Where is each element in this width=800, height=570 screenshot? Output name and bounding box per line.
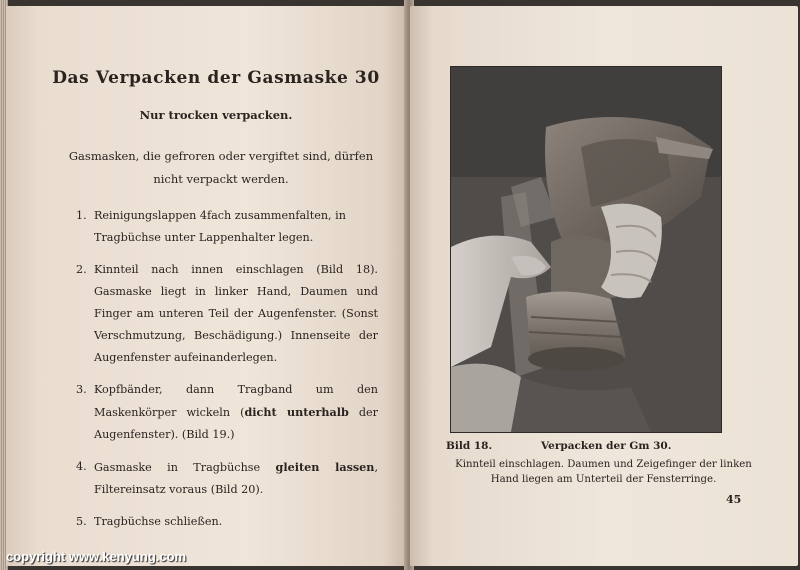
step-text: Kinnteil nach innen einschlagen (Bild 18). Gasmaske liegt in linker Hand, Daumen und Finger am unteren Teil der Augenfenster. (Sonst Verschmutzung, Beschädigung.) Innenseite der Augenfenster aufeinanderlegen. bbox=[94, 263, 378, 364]
figure-label: Bild 18. bbox=[446, 440, 493, 452]
step-number: 5. bbox=[76, 515, 87, 528]
list-item bbox=[76, 511, 378, 533]
step-number: 3. bbox=[76, 383, 87, 396]
intro-paragraph: Gasmasken, die gefroren oder vergiftet sind, dürfen nicht verpackt werden. bbox=[68, 149, 374, 186]
step-number: 1. bbox=[76, 209, 87, 222]
list-item bbox=[76, 456, 378, 501]
copyright-watermark: copyright www.kenyung.com bbox=[6, 549, 187, 564]
list-item bbox=[76, 205, 378, 249]
instruction-list bbox=[76, 205, 378, 533]
page-number: 45 bbox=[726, 493, 742, 506]
step-number: 4. bbox=[76, 460, 87, 473]
step-text-part: Gasmaske in Tragbüchse bbox=[94, 461, 276, 474]
figure-photo bbox=[450, 66, 722, 433]
step-number: 2. bbox=[76, 263, 87, 276]
step-text-part: der Augenfenster). (Bild 19.) bbox=[94, 406, 379, 441]
step-text: Tragbüchse schließen. bbox=[94, 515, 223, 528]
list-item bbox=[76, 259, 378, 369]
figure-title: Verpacken der Gm 30. bbox=[541, 440, 672, 452]
step-text-part: Kopfbänder, dann Tragband um den Maskenkörper wickeln ( bbox=[94, 383, 378, 419]
gas-mask-photo-illustration bbox=[451, 67, 721, 432]
step-text: Reinigungslappen 4fach zusammenfalten, in Tragbüchse unter Lappenhalter legen. bbox=[94, 209, 346, 244]
page-title: Das Verpacken der Gasmaske 30 bbox=[52, 68, 380, 88]
page-subtitle: Nur trocken verpacken. bbox=[139, 108, 293, 122]
step-text-emphasis: dicht unterhalb bbox=[244, 405, 349, 419]
list-item bbox=[76, 379, 378, 446]
step-text-part: , Filtereinsatz voraus (Bild 20). bbox=[94, 461, 378, 496]
step-text-emphasis: gleiten lassen bbox=[275, 460, 375, 474]
figure-caption: Kinnteil einschlagen. Daumen und Zeigefinger der linken Hand liegen am Unterteil der Fensterringe. bbox=[455, 459, 752, 485]
step-text bbox=[94, 379, 378, 446]
step-text bbox=[94, 456, 378, 501]
